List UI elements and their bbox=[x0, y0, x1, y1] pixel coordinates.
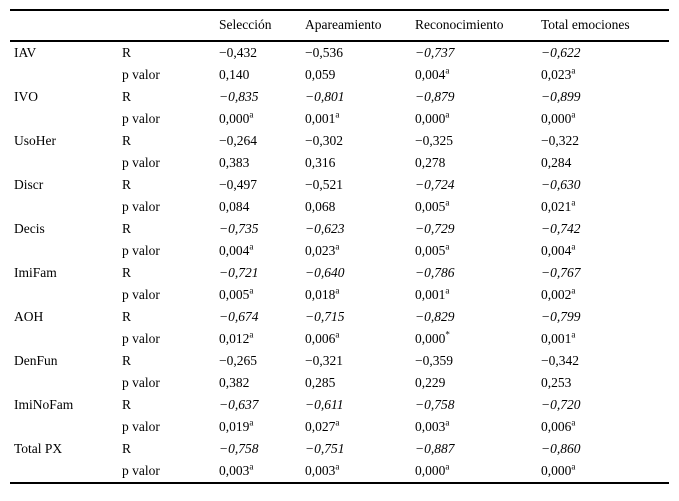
p-value-cell: 0,229 bbox=[415, 375, 446, 390]
p-value-cell: 0,000$^a$ bbox=[415, 109, 450, 126]
r-value-cell: −0,786 bbox=[415, 265, 455, 280]
stat-label-r: R bbox=[122, 397, 132, 412]
stat-label-p: p valor bbox=[122, 199, 160, 214]
r-value-cell: −0,497 bbox=[219, 177, 257, 192]
r-value-cell: −0,737 bbox=[415, 45, 455, 60]
significance-superscript: a bbox=[571, 461, 576, 472]
significance-superscript: a bbox=[571, 197, 576, 208]
p-value-cell: 0,001$^a$ bbox=[415, 285, 450, 302]
variable-label-total-px: Total PX bbox=[14, 441, 63, 456]
p-value-cell: 0,027$^a$ bbox=[305, 417, 340, 434]
variable-label-blank bbox=[10, 328, 118, 350]
significance-superscript: a bbox=[445, 109, 450, 120]
variable-label-blank bbox=[10, 416, 118, 438]
r-value-cell: −0,302 bbox=[305, 133, 343, 148]
r-value-cell: −0,536 bbox=[305, 45, 343, 60]
p-value-cell: 0,023$^a$ bbox=[541, 65, 576, 82]
stat-label-p: p valor bbox=[122, 67, 160, 82]
r-value-cell: −0,321 bbox=[305, 353, 343, 368]
variable-label-discr: Discr bbox=[14, 177, 44, 192]
significance-superscript: a bbox=[335, 417, 340, 428]
r-value-cell: −0,729 bbox=[415, 221, 455, 236]
stat-label-r: R bbox=[122, 221, 132, 236]
significance-superscript: a bbox=[571, 241, 576, 252]
p-value-cell: 0,285 bbox=[305, 375, 336, 390]
p-value-cell: 0,012$^a$ bbox=[219, 329, 254, 346]
significance-superscript: a bbox=[249, 329, 254, 340]
significance-superscript: a bbox=[571, 285, 576, 296]
table-row bbox=[10, 262, 669, 284]
p-value-cell: 0,278 bbox=[415, 155, 446, 170]
significance-superscript: a bbox=[335, 285, 340, 296]
variable-label-blank bbox=[10, 460, 118, 483]
stat-label-r: R bbox=[122, 265, 132, 280]
p-value-cell: 0,004$^a$ bbox=[415, 65, 450, 82]
variable-label-usoher: UsoHer bbox=[14, 133, 56, 148]
table-row bbox=[10, 306, 669, 328]
r-value-cell: −0,801 bbox=[305, 89, 345, 104]
variable-label-imifam: ImiFam bbox=[14, 265, 57, 280]
variable-label-ivo: IVO bbox=[14, 89, 38, 104]
r-value-cell: −0,720 bbox=[541, 397, 581, 412]
significance-superscript: a bbox=[249, 241, 254, 252]
p-value-cell: 0,004$^a$ bbox=[219, 241, 254, 258]
r-value-cell: −0,829 bbox=[415, 309, 455, 324]
p-value-cell: 0,140 bbox=[219, 67, 250, 82]
variable-label-blank bbox=[10, 108, 118, 130]
table-row bbox=[10, 196, 669, 218]
p-value-cell: 0,019$^a$ bbox=[219, 417, 254, 434]
table-row bbox=[10, 218, 669, 240]
variable-label-aoh: AOH bbox=[14, 309, 44, 324]
p-value-cell: 0,000$^a$ bbox=[219, 109, 254, 126]
table-row bbox=[10, 174, 669, 196]
r-value-cell: −0,521 bbox=[305, 177, 343, 192]
stat-label-p: p valor bbox=[122, 419, 160, 434]
r-value-cell: −0,899 bbox=[541, 89, 581, 104]
p-value-cell: 0,001$^a$ bbox=[541, 329, 576, 346]
p-value-cell: 0,068 bbox=[305, 199, 336, 214]
significance-superscript: a bbox=[335, 329, 340, 340]
table-row bbox=[10, 372, 669, 394]
significance-superscript: a bbox=[571, 417, 576, 428]
table-row bbox=[10, 284, 669, 306]
r-value-cell: −0,674 bbox=[219, 309, 259, 324]
r-value-cell: −0,325 bbox=[415, 133, 453, 148]
p-value-cell: 0,084 bbox=[219, 199, 250, 214]
variable-label-iav: IAV bbox=[14, 45, 37, 60]
p-value-cell: 0,006$^a$ bbox=[305, 329, 340, 346]
table-row bbox=[10, 416, 669, 438]
stat-label-p: p valor bbox=[122, 111, 160, 126]
p-value-cell: 0,383 bbox=[219, 155, 250, 170]
significance-superscript: a bbox=[445, 285, 450, 296]
p-value-cell: 0,000$^a$ bbox=[415, 461, 450, 478]
stat-label-p: p valor bbox=[122, 331, 160, 346]
significance-superscript: a bbox=[335, 461, 340, 472]
stat-label-p: p valor bbox=[122, 287, 160, 302]
p-value-cell: 0,023$^a$ bbox=[305, 241, 340, 258]
p-value-cell: 0,000* bbox=[415, 329, 450, 346]
significance-superscript: a bbox=[571, 65, 576, 76]
r-value-cell: −0,637 bbox=[219, 397, 259, 412]
variable-label-denfun: DenFun bbox=[14, 353, 58, 368]
r-value-cell: −0,264 bbox=[219, 133, 257, 148]
p-value-cell: 0,001$^a$ bbox=[305, 109, 340, 126]
stat-label-r: R bbox=[122, 89, 132, 104]
p-value-cell: 0,005$^a$ bbox=[219, 285, 254, 302]
table-header-row bbox=[10, 10, 669, 41]
table-row bbox=[10, 438, 669, 460]
p-value-cell: 0,253 bbox=[541, 375, 572, 390]
table-row bbox=[10, 350, 669, 372]
column-header-reconocimiento: Reconocimiento bbox=[415, 17, 504, 32]
p-value-cell: 0,000$^a$ bbox=[541, 109, 576, 126]
table-row bbox=[10, 64, 669, 86]
stat-label-r: R bbox=[122, 177, 132, 192]
table-row bbox=[10, 152, 669, 174]
p-value-cell: 0,006$^a$ bbox=[541, 417, 576, 434]
r-value-cell: −0,758 bbox=[415, 397, 455, 412]
p-value-cell: 0,316 bbox=[305, 155, 336, 170]
significance-superscript: * bbox=[445, 329, 450, 340]
significance-superscript: a bbox=[249, 417, 254, 428]
table-row bbox=[10, 41, 669, 64]
table-row bbox=[10, 394, 669, 416]
column-header-total-emociones: Total emociones bbox=[541, 17, 630, 32]
table-row bbox=[10, 328, 669, 350]
significance-superscript: a bbox=[445, 417, 450, 428]
significance-superscript: a bbox=[445, 461, 450, 472]
p-value-cell: 0,003$^a$ bbox=[415, 417, 450, 434]
table-row bbox=[10, 86, 669, 108]
table-row bbox=[10, 460, 669, 483]
significance-superscript: a bbox=[249, 285, 254, 296]
p-value-cell: 0,005$^a$ bbox=[415, 241, 450, 258]
r-value-cell: −0,342 bbox=[541, 353, 579, 368]
r-value-cell: −0,758 bbox=[219, 441, 259, 456]
significance-superscript: a bbox=[445, 241, 450, 252]
p-value-cell: 0,000$^a$ bbox=[541, 461, 576, 478]
stat-label-p: p valor bbox=[122, 155, 160, 170]
stat-label-r: R bbox=[122, 353, 132, 368]
variable-label-blank bbox=[10, 152, 118, 174]
p-value-cell: 0,003$^a$ bbox=[219, 461, 254, 478]
variable-label-blank bbox=[10, 64, 118, 86]
significance-superscript: a bbox=[249, 461, 254, 472]
r-value-cell: −0,623 bbox=[305, 221, 345, 236]
significance-superscript: a bbox=[445, 197, 450, 208]
column-header-apareamiento: Apareamiento bbox=[305, 17, 382, 32]
p-value-cell: 0,004$^a$ bbox=[541, 241, 576, 258]
table-body bbox=[10, 41, 669, 483]
stat-label-r: R bbox=[122, 441, 132, 456]
column-header-blank-1 bbox=[118, 10, 215, 41]
p-value-cell: 0,059 bbox=[305, 67, 336, 82]
p-value-cell: 0,003$^a$ bbox=[305, 461, 340, 478]
significance-superscript: a bbox=[335, 241, 340, 252]
significance-superscript: a bbox=[249, 109, 254, 120]
r-value-cell: −0,767 bbox=[541, 265, 581, 280]
variable-label-decis: Decis bbox=[14, 221, 45, 236]
r-value-cell: −0,630 bbox=[541, 177, 581, 192]
r-value-cell: −0,799 bbox=[541, 309, 581, 324]
r-value-cell: −0,322 bbox=[541, 133, 579, 148]
p-value-cell: 0,002$^a$ bbox=[541, 285, 576, 302]
stat-label-r: R bbox=[122, 309, 132, 324]
table-row bbox=[10, 108, 669, 130]
significance-superscript: a bbox=[571, 329, 576, 340]
p-value-cell: 0,005$^a$ bbox=[415, 197, 450, 214]
variable-label-blank bbox=[10, 196, 118, 218]
stat-label-p: p valor bbox=[122, 375, 160, 390]
r-value-cell: −0,432 bbox=[219, 45, 257, 60]
correlation-table bbox=[10, 9, 669, 484]
r-value-cell: −0,887 bbox=[415, 441, 455, 456]
stat-label-p: p valor bbox=[122, 463, 160, 478]
significance-superscript: a bbox=[445, 65, 450, 76]
r-value-cell: −0,611 bbox=[305, 397, 344, 412]
r-value-cell: −0,879 bbox=[415, 89, 455, 104]
r-value-cell: −0,715 bbox=[305, 309, 345, 324]
r-value-cell: −0,860 bbox=[541, 441, 581, 456]
significance-superscript: a bbox=[571, 109, 576, 120]
r-value-cell: −0,622 bbox=[541, 45, 581, 60]
stat-label-r: R bbox=[122, 133, 132, 148]
p-value-cell: 0,021$^a$ bbox=[541, 197, 576, 214]
table-row bbox=[10, 130, 669, 152]
column-header-blank-0 bbox=[10, 10, 118, 41]
significance-superscript: a bbox=[335, 109, 340, 120]
variable-label-blank bbox=[10, 240, 118, 262]
r-value-cell: −0,742 bbox=[541, 221, 581, 236]
variable-label-blank bbox=[10, 284, 118, 306]
r-value-cell: −0,265 bbox=[219, 353, 257, 368]
r-value-cell: −0,640 bbox=[305, 265, 345, 280]
column-header-selecci-n: Selección bbox=[219, 17, 272, 32]
p-value-cell: 0,284 bbox=[541, 155, 572, 170]
variable-label-blank bbox=[10, 372, 118, 394]
r-value-cell: −0,751 bbox=[305, 441, 345, 456]
stat-label-r: R bbox=[122, 45, 132, 60]
stat-label-p: p valor bbox=[122, 243, 160, 258]
variable-label-iminofam: ImiNoFam bbox=[14, 397, 74, 412]
r-value-cell: −0,835 bbox=[219, 89, 259, 104]
p-value-cell: 0,382 bbox=[219, 375, 250, 390]
r-value-cell: −0,735 bbox=[219, 221, 259, 236]
r-value-cell: −0,359 bbox=[415, 353, 453, 368]
p-value-cell: 0,018$^a$ bbox=[305, 285, 340, 302]
r-value-cell: −0,724 bbox=[415, 177, 455, 192]
table-row bbox=[10, 240, 669, 262]
r-value-cell: −0,721 bbox=[219, 265, 259, 280]
